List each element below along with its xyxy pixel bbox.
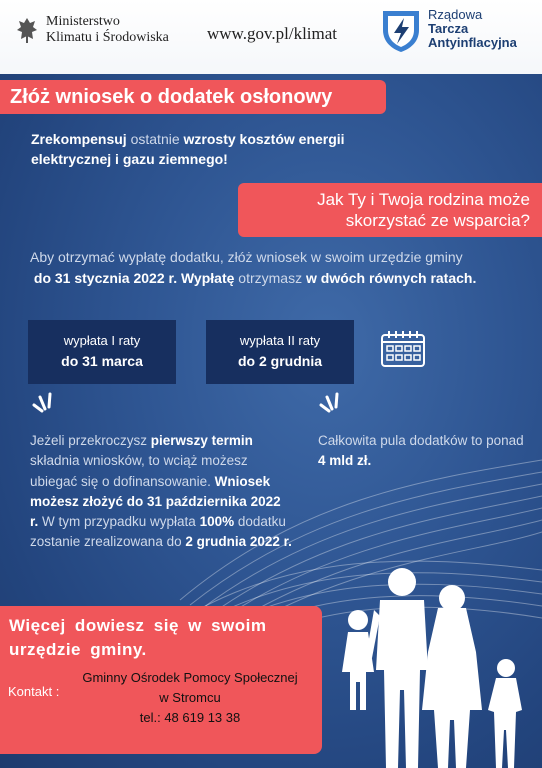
ministry-name-line1: Ministerstwo [46,14,120,29]
apply-part1: Aby otrzymać wypłatę dodatku, złóż wniosek w swoim urzędzie gminy [30,249,463,265]
late-part1: Jeżeli przekroczysz [30,433,151,448]
total-pool-paragraph [318,431,528,472]
late-part2: pierwszy termin [150,433,253,448]
rate-label: wypłata II raty [239,333,321,348]
rate-date: do 31 marca [61,353,143,369]
rate-box-first [28,320,176,384]
contact-phone[interactable]: tel.: 48 619 13 38 [139,710,241,725]
rate-box-second [206,320,354,384]
website-link[interactable]: www.gov.pl/klimat [207,24,338,43]
late-part8: 2 grudnia 2022 r. [185,534,292,550]
contact-details [70,668,310,728]
question-banner [238,183,542,237]
rate-label: wypłata I raty [63,333,141,348]
burst-lines-icon [317,391,347,415]
page-title: Złóż wniosek o dodatek osłonowy [0,80,386,114]
question-line1: Jak Ty i Twoja rodzina może [317,190,530,209]
apply-part3: otrzymasz [234,270,306,286]
ministry-logo [16,14,169,46]
contact-town: w Stromcu [159,690,221,705]
eagle-emblem-icon [16,15,38,45]
shield-logo [380,8,517,54]
contact-office: Gminny Ośrodek Pomocy Społecznej [82,670,298,685]
rate-date: do 2 grudnia [238,353,322,369]
shield-text-line3: Antyinflacyjna [428,35,517,50]
intro-part2: ostatnie [126,131,184,147]
shield-icon [380,8,422,54]
late-part3: składnia wniosków, to wciąż możesz ubiegać się o dofinansowanie. [30,453,248,489]
late-part5: W tym przypadku wypłata [38,514,200,530]
intro-part3: wzrosty kosztów energii elektrycznej i gazu ziemnego! [31,131,345,167]
contact-box [0,606,322,754]
late-part6: 100% [199,514,235,530]
question-line2: skorzystać ze wsparcia? [345,211,530,230]
late-part7: dodatku zostanie zrealizowana do [30,514,286,550]
pool-part1: Całkowita pula dodatków to ponad [318,433,524,448]
apply-part4: w dwóch równych ratach. [305,270,477,286]
more-info-text: Więcej dowiesz się w swoim urzędzie gminy. [9,616,267,659]
calendar-icon [380,330,426,368]
shield-text-line1: Rządowa [428,7,483,22]
intro-part1: Zrekompensuj [31,131,127,147]
late-part4: Wniosek możesz złożyć do 31 października 2022 r. [30,473,281,530]
late-application-paragraph [30,431,292,553]
header-bar [0,0,542,74]
apply-part2: do 31 stycznia 2022 r. Wypłatę [33,270,235,286]
shield-text-line2: Tarcza [428,21,469,36]
burst-lines-icon [30,391,60,415]
contact-label: Kontakt : [8,684,60,699]
intro-text [31,129,361,169]
family-silhouette-image [310,560,542,768]
pool-part2: 4 mld zł. [318,453,372,469]
apply-paragraph [30,247,525,289]
ministry-name-line2: Klimatu i Środowiska [46,30,169,45]
